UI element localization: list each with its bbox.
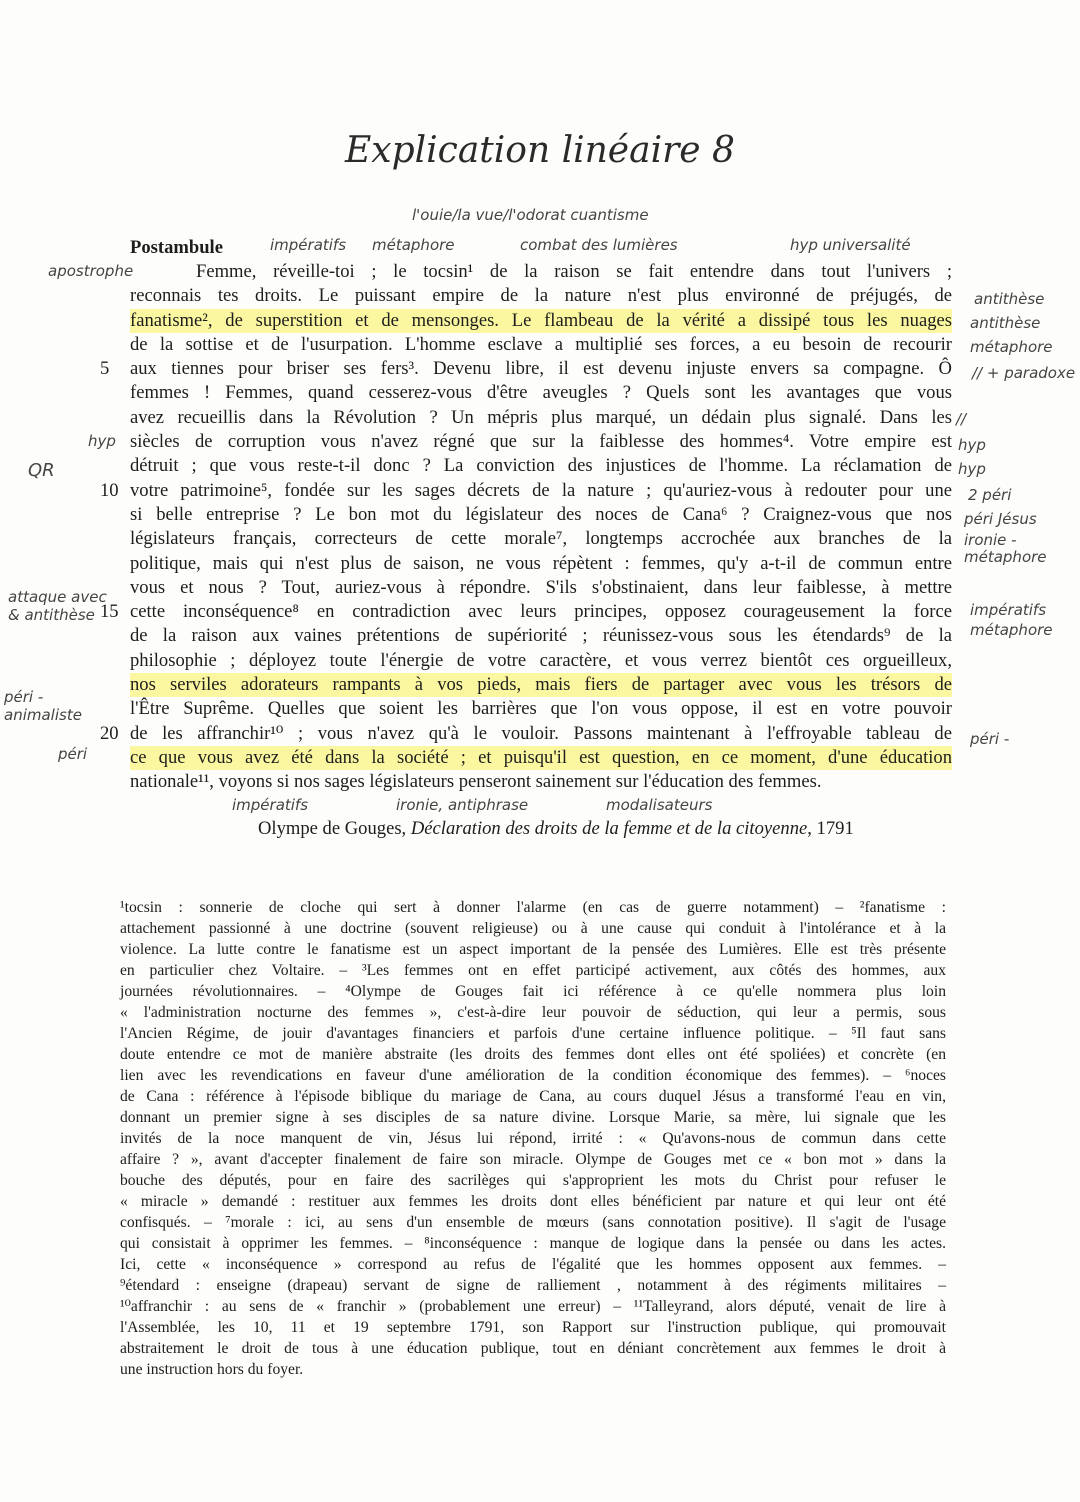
annotation-bottom-ironie: ironie, antiphrase: [396, 796, 529, 814]
footnote-line: de Cana : référence à l'épisode biblique du mariage de Cana, au cours duquel Jésus a transformé l'eau en vin,: [120, 1088, 946, 1105]
footnote-line: ¹⁰affranchir : au sens de « franchir » (probablement une erreur) – ¹¹Talleyrand, alors député, venait de lire à: [120, 1298, 946, 1315]
annotation-right-imperatifs: impératifs métaphore: [970, 601, 1053, 639]
citation-work: Déclaration des droits de la femme et de la citoyenne: [410, 818, 808, 839]
line-number: 15: [100, 601, 119, 623]
passage-line: vous et nous ? Tout, auriez-vous à répondre. S'ils s'obstinaient, dans leur faiblesse, à mettre: [130, 576, 952, 598]
passage-line: détruit ; que vous reste-t-il donc ? La conviction des injustices de l'homme. La réclamation de: [130, 455, 952, 477]
passage-line: 5 aux tiennes pour briser ses fers³. Devenu libre, il est devenu injuste envers sa compagne. Ô: [130, 357, 952, 381]
citation-author: Olympe de Gouges,: [258, 818, 411, 839]
passage-line: fanatisme², de superstition et de mensonges. Le flambeau de la vérité a dissipé tous les nuages: [130, 309, 952, 333]
footnote-line: Ici, cette « inconséquence » correspond au refus de l'égalité que les hommes opposent aux femmes. –: [120, 1256, 946, 1273]
annotation-left-qr: QR: [28, 460, 55, 481]
annotation-right-antithese-1: antithèse: [974, 290, 1045, 308]
passage-line: l'Être Suprême. Quelles que soient les barrières que l'on vous oppose, il est en votre pouvoir: [130, 698, 952, 720]
footnote-line: « l'administration nocturne des femmes », c'est-à-dire leur pouvoir de séduction, qui leur a permis, sous: [120, 1004, 946, 1021]
annotation-senses: l'ouie/la vue/l'odorat cuantisme: [412, 206, 649, 224]
footnote-line: affaire ? », avant d'accepter finalement de faire son miracle. Olympe de Gouges met ce « bon mot » dans la: [120, 1151, 946, 1168]
annotation-right-ironie: ironie - métaphore: [964, 531, 1047, 566]
passage-line: Femme, réveille-toi ; le tocsin¹ de la raison se fait entendre dans tout l'univers ;: [196, 261, 952, 282]
footnotes: [120, 897, 946, 1380]
annotation-imperatifs-top: impératifs: [270, 236, 347, 254]
line-number: 10: [100, 479, 119, 501]
footnote-line: qui consistait à opprimer les femmes. – ⁸inconséquence : manque de logique dans la pensée ou dans les actes.: [120, 1235, 946, 1252]
passage-line: 10 votre patrimoine⁵, fondée sur les sages décrets de la nature ; qu'auriez-vous à redouter pour une: [130, 479, 952, 503]
passage-heading: Postambule: [130, 237, 223, 258]
line-number: 20: [100, 722, 119, 744]
annotation-left-hyp: hyp: [88, 432, 116, 450]
annotation-left-apostrophe: apostrophe: [48, 262, 134, 280]
passage-line: philosophie ; déployez toute l'énergie de votre caractère, et vous verrez bientôt ces orgueilleux,: [130, 649, 952, 671]
footnote-line: donnant un premier signe à ses disciples de sa nature divine. Lorsque Marie, sa mère, lui signale que les: [120, 1109, 946, 1126]
annotation-metaphore-top: métaphore: [372, 236, 455, 254]
footnote-line: confisqués. – ⁷morale : ici, au sens d'un ensemble de mœurs (sans connotation positive). Il s'agit de l'usage: [120, 1214, 946, 1231]
footnote-line: l'Assemblée, les 10, 11 et 19 septembre 1791, son Rapport sur l'instruction publique, qui promouvait: [120, 1319, 946, 1336]
annotation-bottom-modalisateurs: modalisateurs: [606, 796, 713, 814]
footnote-line: journées révolutionnaires. – ⁴Olympe de Gouges fait ici référence à ce qu'elle nommera plus loin: [120, 983, 946, 1000]
annotation-right-peri: péri -: [970, 730, 1010, 748]
passage-line: reconnais tes droits. Le puissant empire de la nature n'est plus environné de préjugés, de: [130, 285, 952, 307]
passage-line: femmes ! Femmes, quand cesserez-vous d'être aveugles ? Quels sont les avantages que vous: [130, 382, 952, 404]
annotation-right-hyp-2: hyp: [958, 460, 986, 478]
footnote-line: attachement passionné à une doctrine (souvent religieuse) ou à une cause qui conduit à l'intolérance et à la: [120, 920, 946, 937]
footnote-line: ⁹étendard : enseigne (drapeau) servant de signe de ralliement , notamment à des régiments militaires –: [120, 1277, 946, 1294]
footnote-line: abstraitement le droit de tous à une éducation publique, tout en déniant concrètement aux femmes le droit à: [120, 1340, 946, 1357]
passage-line: de la sottise et de l'usurpation. L'homme esclave a multiplié ses forces, a eu besoin de recourir: [130, 333, 952, 355]
passage-line: avez recueillis dans la Révolution ? Un mépris plus marqué, un dédain plus signalé. Dans les: [130, 406, 952, 428]
page-title: Explication linéaire 8: [345, 130, 735, 171]
footnote-line: lien avec les revendications en faveur d'une amélioration de la condition économique des femmes). – ⁶noces: [120, 1067, 946, 1084]
footnote-line: « miracle » demandé : restituer aux femmes les droits dont elles bénéficient par nature et qui leur ont été: [120, 1193, 946, 1210]
footnote-line: violence. La lutte contre le fanatisme est un aspect important de la pensée des Lumières. Elle est très présente: [120, 941, 946, 958]
passage-line: 15 cette inconséquence⁸ en contradiction avec leurs principes, opposez courageusement la force: [130, 600, 952, 624]
passage-line: siècles de corruption vous n'avez régné que sur la faiblesse des hommes⁴. Votre empire est: [130, 431, 952, 453]
annotation-right-peri-jesus: péri Jésus: [964, 510, 1037, 528]
footnote-line: ¹tocsin : sonnerie de cloche qui sert à donner l'alarme (en cas de guerre notamment) – ²fanatisme :: [120, 899, 946, 916]
annotation-left-attaque: attaque avec & antithèse: [8, 588, 107, 624]
footnote-line: en particulier chez Voltaire. – ³Les femmes ont en effet participé activement, aux côtés des hommes, aux: [120, 962, 946, 979]
annotation-left-peri: péri: [58, 745, 88, 763]
footnote-line: doute entendre ce mot de manière abstraite (les droits des femmes dont elles ont été spoliées) et concrète (en: [120, 1046, 946, 1063]
annotation-right-parallel: //: [956, 410, 967, 428]
passage-line: ce que vous avez été dans la société ; et puisqu'il est question, en ce moment, d'une éducation: [130, 746, 952, 770]
line-number: 5: [100, 358, 110, 380]
passage-line: législateurs français, correcteurs de cette morale⁷, longtemps accrochée aux branches de la: [130, 528, 952, 550]
annotation-left-peri-animaliste: péri - animaliste: [4, 688, 82, 724]
annotation-right-metaphore: métaphore: [970, 338, 1053, 356]
passage-line: politique, mais qui n'est plus de saison, ne vous répètent : femmes, qu'y a-t-il de commun entre: [130, 552, 952, 574]
annotation-right-2-peri: 2 péri: [968, 486, 1012, 504]
annotation-right-hyp-1: hyp: [958, 436, 986, 454]
annotation-right-paradoxe: // + paradoxe: [972, 364, 1076, 382]
passage-line: nationale¹¹, voyons si nos sages législateurs penseront sainement sur l'éducation des femmes.: [130, 771, 822, 793]
passage-line: 20 de les affranchir¹⁰ ; vous n'avez qu'à le vouloir. Passons maintenant à l'effroyable tableau de: [130, 722, 952, 746]
passage-line: nos serviles adorateurs rampants à vos pieds, mais fiers de partager avec vous les trésors de: [130, 673, 952, 697]
citation-year: , 1791: [807, 818, 854, 839]
annotation-bottom-imperatifs: impératifs: [232, 796, 309, 814]
citation: [258, 818, 854, 840]
passage-line: de la raison aux vaines prétentions de supériorité ; réunissez-vous sous les étendards⁹ de la: [130, 625, 952, 647]
annotation-right-antithese-2: antithèse: [970, 314, 1041, 332]
annotation-hyp-univ: hyp universalité: [790, 236, 911, 254]
passage-line: si belle entreprise ? Le bon mot du législateur des noces de Cana⁶ ? Craignez-vous que nos: [130, 503, 952, 525]
annotation-combat: combat des lumières: [520, 236, 678, 254]
footnote-line: l'Ancien Régime, de jouir d'avantages financiers et parfois d'une certaine influence politique. – ⁵Il faut sans: [120, 1025, 946, 1042]
footnote-line: une instruction hors du foyer.: [120, 1361, 304, 1378]
footnote-line: invités de la noce manquent de vin, Jésus lui répond, irrité : « Qu'avons-nous de commun dans cette: [120, 1130, 946, 1147]
footnote-line: bouche des députés, pour en faire des sacrilèges qui s'approprient les mots du Christ pour refuser le: [120, 1172, 946, 1189]
